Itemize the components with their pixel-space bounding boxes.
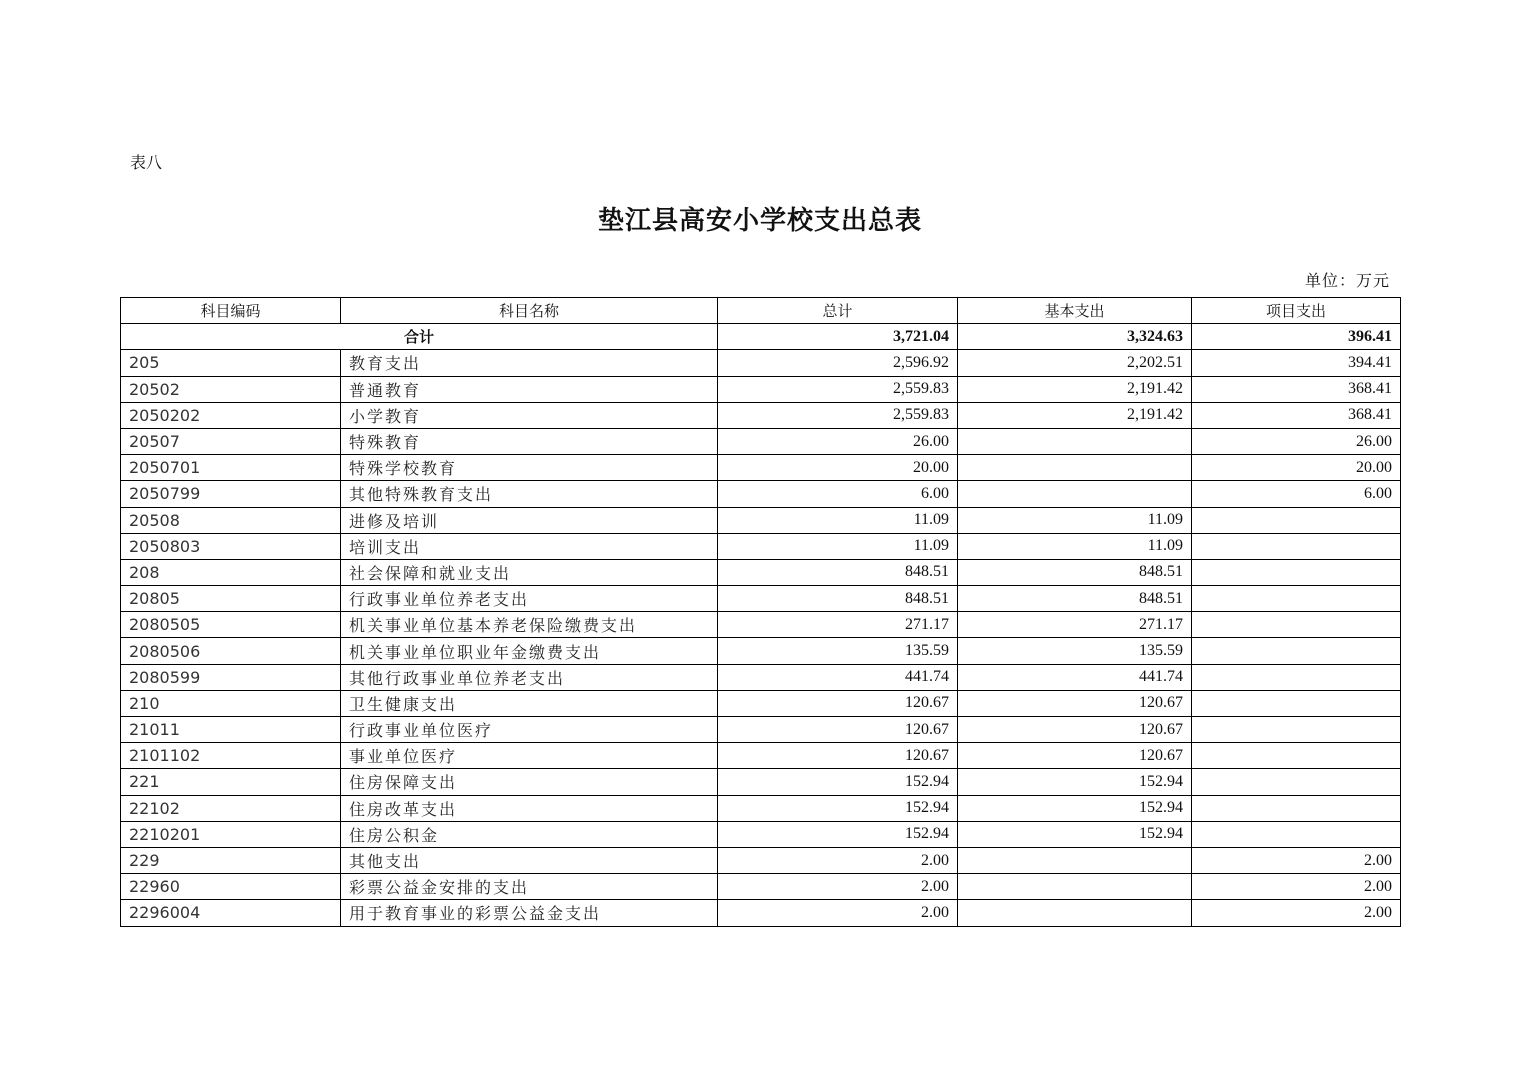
row-project xyxy=(1192,638,1401,664)
row-basic: 271.17 xyxy=(958,612,1192,638)
row-name: 彩票公益金安排的支出 xyxy=(341,874,718,900)
row-total: 2,596.92 xyxy=(718,350,958,376)
total-basic-value: 3,324.63 xyxy=(958,324,1192,350)
row-code: 2050799 xyxy=(121,481,341,507)
row-basic xyxy=(958,455,1192,481)
row-name: 住房公积金 xyxy=(341,821,718,847)
total-project-value: 396.41 xyxy=(1192,324,1401,350)
table-row xyxy=(121,586,1401,612)
row-total: 120.67 xyxy=(718,690,958,716)
row-project xyxy=(1192,533,1401,559)
row-code: 2080506 xyxy=(121,638,341,664)
row-total: 6.00 xyxy=(718,481,958,507)
expenditure-table xyxy=(120,297,1401,927)
row-basic: 848.51 xyxy=(958,586,1192,612)
row-name: 行政事业单位养老支出 xyxy=(341,586,718,612)
row-total: 11.09 xyxy=(718,533,958,559)
row-name: 住房保障支出 xyxy=(341,769,718,795)
row-project: 6.00 xyxy=(1192,481,1401,507)
table-row xyxy=(121,900,1401,926)
row-name: 培训支出 xyxy=(341,533,718,559)
row-name: 住房改革支出 xyxy=(341,795,718,821)
row-name: 用于教育事业的彩票公益金支出 xyxy=(341,900,718,926)
row-code: 229 xyxy=(121,847,341,873)
header-row xyxy=(121,298,1401,324)
row-project: 26.00 xyxy=(1192,428,1401,454)
row-total: 2.00 xyxy=(718,847,958,873)
row-total: 152.94 xyxy=(718,769,958,795)
table-row xyxy=(121,612,1401,638)
row-code: 208 xyxy=(121,559,341,585)
page-title: 垫江县高安小学校支出总表 xyxy=(597,206,922,236)
row-project xyxy=(1192,743,1401,769)
table-row xyxy=(121,664,1401,690)
total-value: 3,721.04 xyxy=(718,324,958,350)
row-basic: 152.94 xyxy=(958,821,1192,847)
row-basic: 135.59 xyxy=(958,638,1192,664)
row-total: 26.00 xyxy=(718,428,958,454)
row-project: 20.00 xyxy=(1192,455,1401,481)
row-total: 120.67 xyxy=(718,717,958,743)
table-row xyxy=(121,821,1401,847)
header-basic: 基本支出 xyxy=(958,298,1192,324)
row-project xyxy=(1192,690,1401,716)
row-name: 进修及培训 xyxy=(341,507,718,533)
header-project: 项目支出 xyxy=(1192,298,1401,324)
table-row xyxy=(121,376,1401,402)
total-label: 合计 xyxy=(121,324,718,350)
row-code: 2296004 xyxy=(121,900,341,926)
row-name: 其他支出 xyxy=(341,847,718,873)
row-code: 2101102 xyxy=(121,743,341,769)
row-project xyxy=(1192,795,1401,821)
table-row xyxy=(121,690,1401,716)
row-project: 368.41 xyxy=(1192,376,1401,402)
row-code: 2050803 xyxy=(121,533,341,559)
row-name: 行政事业单位医疗 xyxy=(341,717,718,743)
row-basic xyxy=(958,481,1192,507)
row-code: 20805 xyxy=(121,586,341,612)
table-row xyxy=(121,455,1401,481)
row-code: 221 xyxy=(121,769,341,795)
row-basic: 2,191.42 xyxy=(958,402,1192,428)
row-name: 教育支出 xyxy=(341,350,718,376)
row-total: 120.67 xyxy=(718,743,958,769)
table-row xyxy=(121,533,1401,559)
row-name: 其他特殊教育支出 xyxy=(341,481,718,507)
table-number: 表八 xyxy=(130,153,163,172)
row-name: 其他行政事业单位养老支出 xyxy=(341,664,718,690)
row-code: 22960 xyxy=(121,874,341,900)
row-basic: 120.67 xyxy=(958,690,1192,716)
row-name: 卫生健康支出 xyxy=(341,690,718,716)
row-basic: 2,202.51 xyxy=(958,350,1192,376)
row-name: 普通教育 xyxy=(341,376,718,402)
row-project xyxy=(1192,664,1401,690)
row-total: 11.09 xyxy=(718,507,958,533)
row-basic xyxy=(958,847,1192,873)
row-code: 20502 xyxy=(121,376,341,402)
table-row xyxy=(121,638,1401,664)
row-code: 20508 xyxy=(121,507,341,533)
row-total: 441.74 xyxy=(718,664,958,690)
row-project: 2.00 xyxy=(1192,874,1401,900)
row-basic: 2,191.42 xyxy=(958,376,1192,402)
row-project xyxy=(1192,769,1401,795)
table-row xyxy=(121,507,1401,533)
row-project xyxy=(1192,507,1401,533)
table-row xyxy=(121,743,1401,769)
row-basic: 120.67 xyxy=(958,717,1192,743)
row-basic: 120.67 xyxy=(958,743,1192,769)
table-row xyxy=(121,717,1401,743)
table-row xyxy=(121,874,1401,900)
row-total: 848.51 xyxy=(718,586,958,612)
row-project xyxy=(1192,717,1401,743)
row-total: 2,559.83 xyxy=(718,402,958,428)
row-name: 小学教育 xyxy=(341,402,718,428)
row-code: 2050202 xyxy=(121,402,341,428)
table-row xyxy=(121,350,1401,376)
row-total: 152.94 xyxy=(718,795,958,821)
row-total: 271.17 xyxy=(718,612,958,638)
row-basic: 848.51 xyxy=(958,559,1192,585)
row-project xyxy=(1192,586,1401,612)
row-name: 机关事业单位基本养老保险缴费支出 xyxy=(341,612,718,638)
row-project: 2.00 xyxy=(1192,847,1401,873)
row-code: 2050701 xyxy=(121,455,341,481)
table-row xyxy=(121,428,1401,454)
row-name: 机关事业单位职业年金缴费支出 xyxy=(341,638,718,664)
row-project: 394.41 xyxy=(1192,350,1401,376)
row-project xyxy=(1192,612,1401,638)
row-code: 210 xyxy=(121,690,341,716)
row-name: 特殊教育 xyxy=(341,428,718,454)
row-project: 2.00 xyxy=(1192,900,1401,926)
row-code: 205 xyxy=(121,350,341,376)
row-code: 2080505 xyxy=(121,612,341,638)
header-total: 总计 xyxy=(718,298,958,324)
table-row xyxy=(121,795,1401,821)
row-project xyxy=(1192,821,1401,847)
row-basic: 11.09 xyxy=(958,507,1192,533)
table-body xyxy=(121,324,1401,926)
row-basic: 441.74 xyxy=(958,664,1192,690)
table-row xyxy=(121,847,1401,873)
row-total: 135.59 xyxy=(718,638,958,664)
row-basic: 152.94 xyxy=(958,769,1192,795)
row-basic xyxy=(958,874,1192,900)
row-basic xyxy=(958,900,1192,926)
row-basic xyxy=(958,428,1192,454)
row-code: 20507 xyxy=(121,428,341,454)
table-row xyxy=(121,402,1401,428)
row-code: 2210201 xyxy=(121,821,341,847)
header-code: 科目编码 xyxy=(121,298,341,324)
row-total: 2.00 xyxy=(718,900,958,926)
row-total: 20.00 xyxy=(718,455,958,481)
row-name: 社会保障和就业支出 xyxy=(341,559,718,585)
table-row xyxy=(121,481,1401,507)
row-name: 事业单位医疗 xyxy=(341,743,718,769)
row-basic: 11.09 xyxy=(958,533,1192,559)
total-row xyxy=(121,324,1401,350)
header-name: 科目名称 xyxy=(341,298,718,324)
row-total: 2.00 xyxy=(718,874,958,900)
row-total: 848.51 xyxy=(718,559,958,585)
row-code: 22102 xyxy=(121,795,341,821)
row-basic: 152.94 xyxy=(958,795,1192,821)
row-total: 152.94 xyxy=(718,821,958,847)
unit-label: 单位：万元 xyxy=(1304,271,1390,290)
row-name: 特殊学校教育 xyxy=(341,455,718,481)
row-project: 368.41 xyxy=(1192,402,1401,428)
table-row xyxy=(121,559,1401,585)
row-project xyxy=(1192,559,1401,585)
row-code: 2080599 xyxy=(121,664,341,690)
row-total: 2,559.83 xyxy=(718,376,958,402)
row-code: 21011 xyxy=(121,717,341,743)
table-row xyxy=(121,769,1401,795)
